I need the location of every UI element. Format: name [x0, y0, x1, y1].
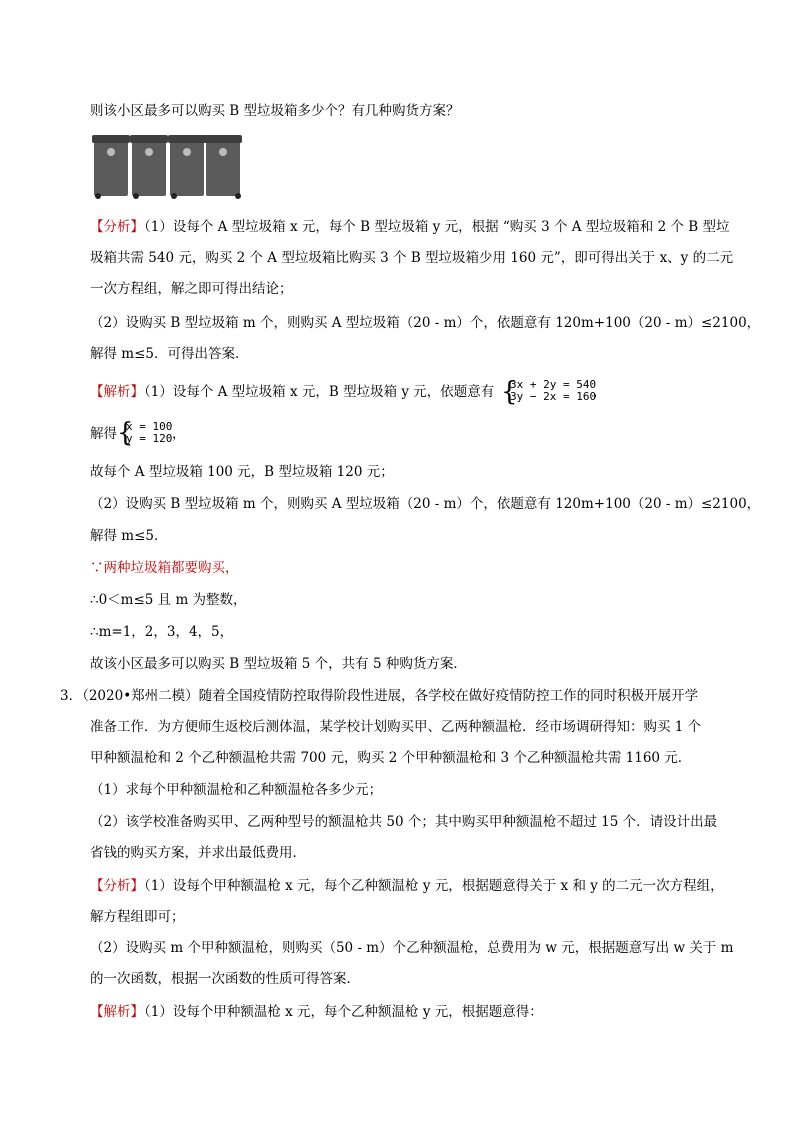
equation-2: 3y − 2x = 160 — [510, 390, 597, 403]
question3-line6: 省钱的购买方案，并求出最低费用． — [90, 845, 306, 861]
trash-bin-3 — [168, 135, 206, 199]
solve-prefix: 解得 — [90, 426, 117, 442]
question-intro-text: 则该小区最多可以购买 B 型垃圾箱多少个？有几种购货方案？ — [90, 103, 460, 119]
solution1-line7: ∴0＜m≤5 且 m 为整数， — [90, 592, 247, 608]
solution3-line1 — [90, 1002, 543, 1022]
equation-1: 3x + 2y = 540 — [510, 378, 597, 391]
solution1-line5: 解得 m≤5． — [90, 528, 168, 544]
solution-x: x = 100 — [126, 420, 173, 433]
solution1-line4: （2）设购买 B 型垃圾箱 m 个，则购买 A 型垃圾箱（20 - m）个，依题意有 120m+100（20 - m）≤2100， — [90, 496, 761, 512]
analysis1-text1: （1）设每个 A 型垃圾箱 x 元，每个 B 型垃圾箱 y 元，根据 “购买 3 个 A 型垃圾箱和 2 个 B 型垃 — [144, 219, 730, 235]
trash-bin-1 — [92, 135, 130, 199]
analysis-tag: 【分析】 — [90, 219, 144, 235]
analysis3-text1: （1）设每个甲种额温枪 x 元，每个乙种额温枪 y 元，根据题意得关于 x 和 y 的二元一次方程组， — [144, 878, 724, 894]
solution1-line9: 故该小区最多可以购买 B 型垃圾箱 5 个，共有 5 种购货方案． — [90, 656, 467, 672]
system-brace: { — [501, 377, 518, 407]
equation-comma: ， — [593, 384, 607, 400]
analysis3-line1 — [90, 876, 724, 896]
question3-line5: （2）该学校准备购买甲、乙两种型号的额温枪共 50 个；其中购买甲种额温枪不超过 15 个．请设计出最 — [90, 814, 718, 830]
analysis3-line4: 的一次函数，根据一次函数的性质可得答案． — [90, 971, 360, 987]
solution-comma: ， — [172, 426, 186, 442]
solution-y: y = 120 — [126, 432, 173, 445]
question3-line3: 甲种额温枪和 2 个乙种额温枪共需 700 元，购买 2 个甲种额温枪和 3 个乙种额温枪共需 1160 元． — [90, 750, 692, 766]
trash-bin-2 — [130, 135, 168, 199]
solution1-line3: 故每个 A 型垃圾箱 100 元，B 型垃圾箱 120 元； — [90, 464, 394, 480]
solution1-line8: ∴m=1，2，3，4，5， — [90, 624, 234, 640]
solution-tag: 【解析】 — [90, 384, 144, 400]
trash-bins-image — [92, 132, 242, 200]
analysis3-line2: 解方程组即可； — [90, 909, 185, 925]
analysis1-line2: 圾箱共需 540 元，购买 2 个 A 型垃圾箱比购买 3 个 B 型垃圾箱少用 160 元”，即可得出关于 x、y 的二元 — [90, 250, 734, 266]
question3-line1: 3．（2020•郑州二模）随着全国疫情防控取得阶段性进展，各学校在做好疫情防控工作的同时积极开展开学 — [60, 688, 699, 704]
solution-tag: 【解析】 — [90, 1004, 144, 1020]
question3-line2: 准备工作．为方便师生返校后测体温，某学校计划购买甲、乙两种额温枪．经市场调研得知：购买 1 个 — [90, 719, 702, 735]
trash-bin-4 — [204, 135, 242, 199]
solution-brace: { — [117, 418, 134, 448]
analysis3-line3: （2）设购买 m 个甲种额温枪，则购买（50 - m）个乙种额温枪，总费用为 w 元，根据题意写出 w 关于 m — [90, 940, 734, 956]
solution3-text1: （1）设每个甲种额温枪 x 元，每个乙种额温枪 y 元，根据题意得： — [144, 1004, 543, 1020]
analysis-tag: 【分析】 — [90, 878, 144, 894]
solution1-line6: ∵两种垃圾箱都要购买， — [90, 560, 239, 576]
analysis1-line1 — [90, 217, 729, 237]
solution1-text1: （1）设每个 A 型垃圾箱 x 元，B 型垃圾箱 y 元，依题意有 — [144, 384, 495, 400]
analysis1-line4: （2）设购买 B 型垃圾箱 m 个，则购买 A 型垃圾箱（20 - m）个，依题意有 120m+100（20 - m）≤2100， — [90, 315, 761, 331]
solution1-line1 — [90, 382, 494, 402]
analysis1-line5: 解得 m≤5．可得出答案． — [90, 346, 249, 362]
analysis1-line3: 一次方程组，解之即可得出结论； — [90, 281, 293, 297]
question3-line4: （1）求每个甲种额温枪和乙种额温枪各多少元； — [90, 782, 383, 798]
